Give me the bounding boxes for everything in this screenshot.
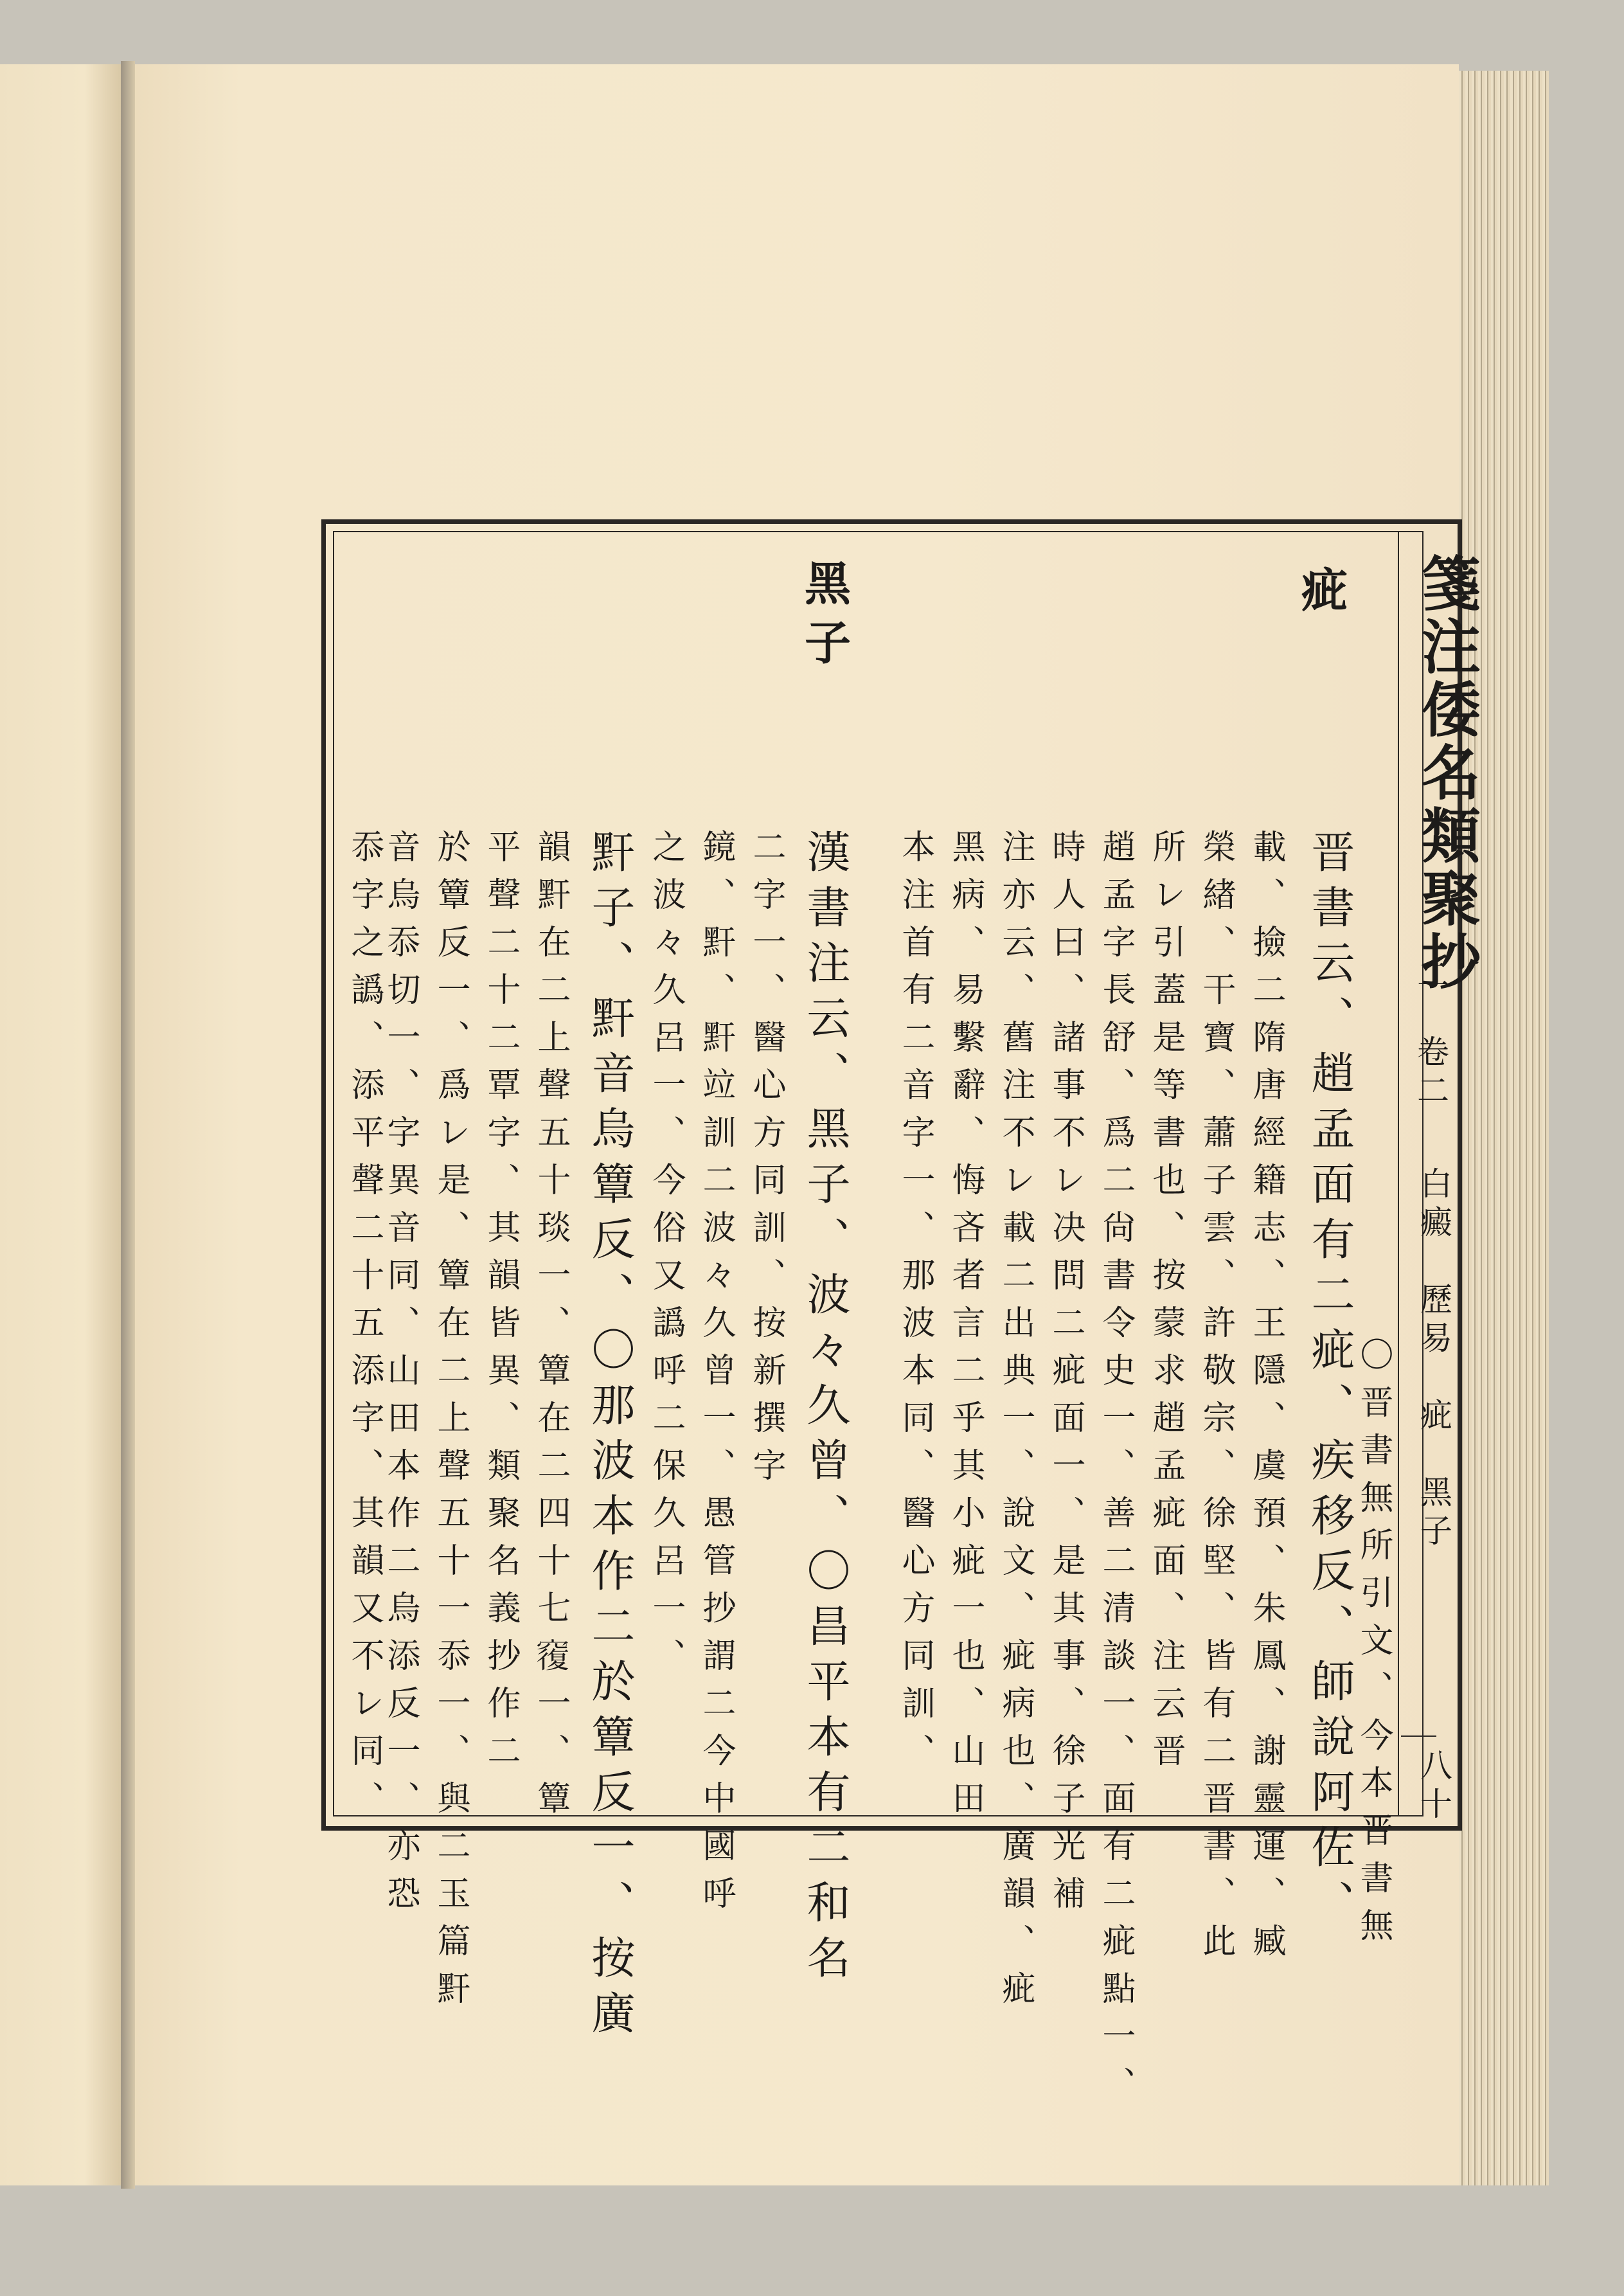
headword-kokushi: 黑子 <box>797 559 852 677</box>
headword-shi: 疵 <box>1294 566 1348 625</box>
text-column: 所レ引蓋是等書也、按蒙求趙孟疵面、注云晋 <box>1147 829 1185 1780</box>
text-column: 時人曰、諸事不レ决問二疵面一、是其事、徐子光補 <box>1046 829 1085 1923</box>
running-header-volume: 二 卷二 <box>1412 958 1449 1112</box>
page-fore-edge <box>1459 71 1549 2185</box>
text-column: 䵟子、䵟音烏簟反、〇那波本作二於簟反一、按廣 <box>584 829 635 2045</box>
text-column: 漢書注云、黑子、波々久曾、〇昌平本有二和名 <box>799 829 850 1990</box>
header-separator <box>1401 1735 1436 1737</box>
text-column: 晋書云、趙孟面有二疵、疾移反、師說阿佐、 <box>1304 829 1355 1935</box>
text-column: 趙孟字長舒、爲二尙書令史一、善二清談一、面有二疵點一、 <box>1096 829 1135 2113</box>
text-column: 於簟反一、爲レ是、簟在二上聲五十一忝一、與二玉篇䵟 <box>431 829 470 2018</box>
text-column: 載、撿二隋唐經籍志、王隱、虞預、朱鳳、謝靈運、臧 <box>1247 829 1285 1971</box>
text-column: 〇晋書無所引文、今本晋書無 <box>1354 1337 1393 1955</box>
text-column: 本注首有二音字一、那波本同、醫心方同訓、 <box>896 829 934 1780</box>
running-header-folio: 八十 <box>1415 1748 1452 1825</box>
text-column: 韻䵟在二上聲五十琰一、簟在二四十七𥨍一、簟 <box>531 829 570 1828</box>
text-column: 榮緖、干寶、蕭子雲、許敬宗、徐堅、皆有二晋書、此 <box>1197 829 1235 1971</box>
text-column: 二字一、醫心方同訓、按新撰字 <box>747 829 785 1495</box>
text-column: 忝字之譌、添平聲二十五添字、其韻又不レ同、 <box>345 829 384 1828</box>
text-column: 之波々久呂一、今俗又譌呼二保久呂一、 <box>647 829 685 1685</box>
header-margin-rule <box>1398 531 1399 1816</box>
text-column: 黑病、易繫辭、悔吝者言二乎其小疵一也、山田 <box>946 829 985 1828</box>
text-column: 平聲二十二覃字、其韻皆異、類聚名義抄作二 <box>481 829 520 1780</box>
text-column: 音烏忝切一、字異音同、山田本作二烏添反一、亦恐 <box>381 829 420 1923</box>
book-gutter <box>121 61 135 2189</box>
left-page-edge <box>0 64 121 2185</box>
running-header-title: 箋注倭名類聚抄 <box>1412 553 1481 994</box>
text-column: 注亦云、舊注不レ載二出典一、說文、疵病也、廣韻、疵 <box>996 829 1035 2018</box>
text-column: 鏡、䵟、䵟竝訓二波々久曾一、愚管抄謂二今中國呼 <box>697 829 735 1923</box>
running-header-section: 白癜 歷易 疵 黑子 <box>1415 1167 1452 1552</box>
